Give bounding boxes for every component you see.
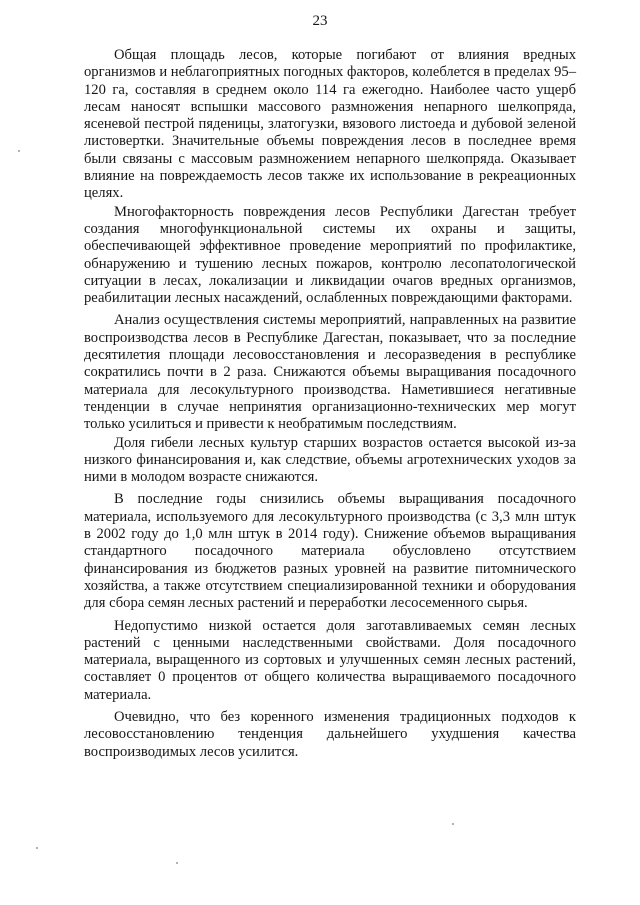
paragraph-plantation-loss: Доля гибели лесных культур старших возрастов остается высокой из-за низкого финансирования и, как следствие, объемы агротехнических уходов за ними в молодом возрасте снижаются. [84, 434, 576, 486]
scan-speck [176, 862, 178, 864]
paragraph-protection-system: Многофакторность повреждения лесов Республики Дагестан требует создания многофункциональной системы их охраны и защиты, обеспечивающей эффективное проведение мероприятий по профилактике, обнаружению и тушению лесных пожаров, контролю лесопатологической ситуации в лесах, локализации и ликвидации очагов вредных организмов, реабилитации лесных насаждений, ослабленных повреждающими факторами. [84, 203, 576, 307]
paragraph-conclusion: Очевидно, что без коренного изменения традиционных подходов к лесовосстановлению тенденция дальнейшего ухудшения качества воспроизводимых лесов усилится. [84, 708, 576, 760]
paragraph-planting-material: В последние годы снизились объемы выращивания посадочного материала, используемого для лесокультурного производства (с 3,3 млн штук в 2002 году до 1,0 млн штук в 2014 году). Снижение объемов выращивания стандартного посадочного материала обусловлено отсутствием финансирования из бюджетов разных уровней на развитие питомнического хозяйства, а также отсутствием специализированной техники и оборудования для сбора семян лесных растений и переработки лесосеменного сырья. [84, 491, 576, 612]
document-body [84, 47, 576, 761]
paragraph-forest-damage-area: Общая площадь лесов, которые погибают от влияния вредных организмов и неблагоприятных погодных факторов, колеблется в пределах 95–120 га, составляя в среднем около 114 га ежегодно. Наиболее часто ущерб лесам наносят вспышки массового размножения непарного шелкопряда, ясеневой пестрой пяденицы, златогузки, вязового листоеда и дубовой зеленой листовертки. Значительные объемы повреждения лесов в последнее время были связаны с массовым размножением непарного шелкопряда. Оказывает влияние на повреждаемость лесов также их использование в рекреационных целях. [84, 47, 576, 202]
scan-speck [452, 823, 454, 825]
paragraph-seed-share: Недопустимо низкой остается доля заготавливаемых семян лесных растений с ценными наследственными свойствами. Доля посадочного материала, выращенного из сортовых и улучшенных семян лесных растений, составляет 0 процентов от общего количества выращиваемого посадочного материала. [84, 617, 576, 703]
paragraph-reproduction-analysis: Анализ осуществления системы мероприятий, направленных на развитие воспроизводства лесов в Республике Дагестан, показывает, что за последние десятилетия площади лесовосстановления и лесоразведения в республике сократились почти в 2 раза. Снижаются объемы выращивания посадочного материала для лесокультурного производства. Наметившиеся негативные тенденции в случае непринятия организационно-технических мер могут только усилиться и привести к необратимым последствиям. [84, 312, 576, 433]
scan-speck [18, 150, 20, 152]
scan-speck [36, 847, 38, 849]
page-number: 23 [312, 13, 328, 29]
